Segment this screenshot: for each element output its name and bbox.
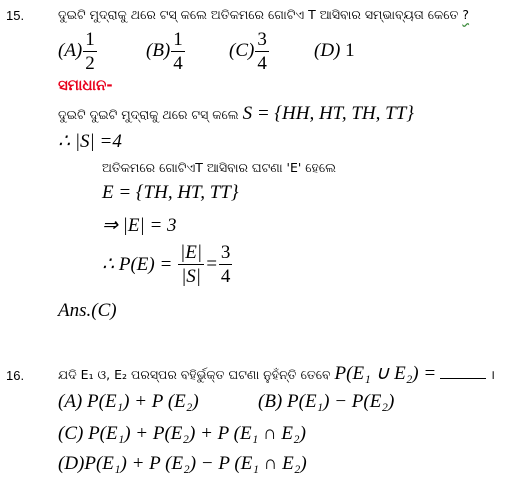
answer-blank (440, 364, 486, 379)
option-15-a: (A) $\frac{1}{2}$ (58, 29, 95, 74)
solution-line-5: ⇒ |E| = 3 (102, 215, 177, 236)
question-15-number: 15. (6, 8, 25, 23)
solution-line-1: ଦୁଇଟି ଦୁଇଟି ମୁଦ୍ରାକୁ ଥରେ ଟସ୍ କଲେ S = {HH, HT, TH, TT} (58, 103, 414, 124)
option-16-c: (C) P(E₁) + P(E₂) + P (E₁ ∩ E₂) (58, 423, 306, 444)
option-16-a: (A) P(E₁) + P (E₂) (58, 391, 199, 412)
question-15-body: ଦୁଇଟି ମୁଦ୍ରାକୁ ଥରେ ଟସ୍ କଲେ ଅତିକମରେ ଗୋଟିଏ T ଆସିବାର ସମ୍ଭାବ୍ୟତା କେତେ (58, 7, 459, 22)
answer-15: Ans.(C) (58, 300, 117, 321)
option-15-b: (B) $\frac{1}{4}$ (146, 29, 183, 74)
question-16-end: । (490, 367, 495, 382)
question-mark: ? (462, 7, 470, 22)
solution-line-3: ଅତିକମରେ ଗୋଟିଏT ଆସିବାର ଘଟଣା 'E' ହେଲେ (102, 160, 336, 175)
question-16-body: ଯଦି E₁ ଓ, E₂ ପରସ୍ପର ବହିର୍ଭୁକ୍ତ ଘଟଣା ନୁହଁନ୍ତି ତେବେ (58, 367, 331, 382)
option-16-d: (D)P(E₁) + P (E₂) − P (E₁ ∩ E₂) (58, 453, 307, 474)
question-16-text (58, 362, 495, 385)
solution-line-2: ∴ |S| =4 (58, 131, 122, 152)
question-15-text (58, 7, 469, 23)
solution-heading: ସମାଧାନ- (58, 76, 113, 94)
probability-line: ∴ P(E) = $\frac{|E|}{|S|}$ = $\frac{3}{4}$ (102, 242, 231, 287)
option-16-b: (B) P(E₁) − P(E₂) (258, 391, 395, 412)
option-15-c: (C) $\frac{3}{4}$ (229, 29, 267, 74)
question-16-number: 16. (6, 368, 25, 383)
question-16-math: P(E₁ ∪ E₂) = (334, 363, 437, 384)
option-15-d: (D) 1 (314, 40, 355, 61)
solution-line-4: E = {TH, HT, TT} (102, 182, 239, 203)
